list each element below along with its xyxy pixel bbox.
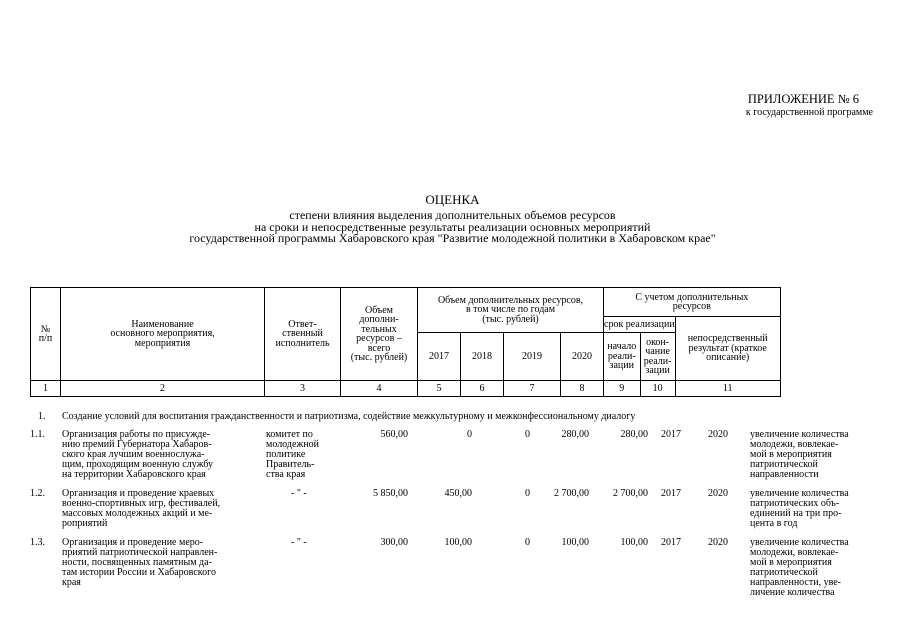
col-number: 11: [675, 381, 780, 397]
header-start: начало реали- зации: [604, 333, 641, 381]
col-number: 4: [341, 381, 418, 397]
header-with-resources: С учетом дополнительных ресурсов: [604, 288, 781, 317]
row-start: 2017: [661, 429, 681, 440]
row-name: Организация и проведение краевых военно-спортивных игр, фестивалей, массовых молодежных акций и ме- роприятий: [62, 488, 221, 529]
row-start: 2017: [661, 488, 681, 499]
row-executor: - " -: [291, 488, 307, 499]
row-2017: 100,00: [444, 537, 472, 548]
document-subtitle: степени влияния выделения дополнительных объемов ресурсов на сроки и непосредственные результаты реализации основных мероприятий государственной программы Хабаровского края "Развитие молодежной политики в Хабаровском крае": [189, 208, 716, 245]
row-number: 1.2.: [30, 488, 45, 499]
header-num: № п/п: [31, 288, 61, 381]
header-executor: Ответ- ственный исполнитель: [265, 288, 341, 381]
section-number: 1.: [38, 411, 46, 422]
row-end: 2020: [708, 488, 728, 499]
row-result: увеличение количества патриотических объ- единений на три про- цента в год: [750, 488, 849, 529]
row-2017: 450,00: [444, 488, 472, 499]
appendix-sublabel: к государственной программе: [745, 107, 873, 118]
header-volume-years: Объем дополнительных ресурсов, в том числе по годам (тыс. рублей): [418, 288, 604, 333]
row-2018: 0: [525, 488, 530, 499]
table-header: [30, 287, 781, 397]
row-2020: 280,00: [620, 429, 648, 440]
header-year-2017: 2017: [418, 333, 461, 381]
row-total: 5 850,00: [373, 488, 408, 499]
row-executor: комитет по молодежной политике Правитель- ства края: [266, 429, 320, 480]
header-year-2020: 2020: [561, 333, 604, 381]
row-total: 300,00: [380, 537, 408, 548]
row-2019: 2 700,00: [554, 488, 589, 499]
col-number: 9: [604, 381, 641, 397]
col-number: 1: [31, 381, 61, 397]
col-number: 8: [561, 381, 604, 397]
row-2018: 0: [525, 537, 530, 548]
row-name: Организация и проведение меро- приятий патриотической направлен- ности, посвященных памятным да- там истории России и Хабаровского края: [62, 537, 218, 588]
header-volume-total: Объем дополни- тельных ресурсов – всего (тыс. рублей): [341, 288, 418, 381]
row-executor: - " -: [291, 537, 307, 548]
row-result: увеличение количества молодежи, вовлекае- мой в мероприятия патриотической направленности, уве- личение количества: [750, 537, 849, 598]
header-year-2019: 2019: [504, 333, 561, 381]
document-title: ОЦЕНКА: [425, 192, 480, 207]
section-title: Создание условий для воспитания гражданственности и патриотизма, содействие межкультурному и межконфессиональному диалогу: [62, 411, 636, 422]
header-year-2018: 2018: [461, 333, 504, 381]
col-number: 3: [265, 381, 341, 397]
row-2018: 0: [525, 429, 530, 440]
row-end: 2020: [708, 429, 728, 440]
row-2020: 100,00: [620, 537, 648, 548]
header-result: непосредственный результат (краткое описание): [675, 317, 780, 381]
row-2017: 0: [467, 429, 472, 440]
row-number: 1.1.: [30, 429, 45, 440]
row-end: 2020: [708, 537, 728, 548]
row-2019: 280,00: [561, 429, 589, 440]
row-2020: 2 700,00: [613, 488, 648, 499]
col-number: 5: [418, 381, 461, 397]
appendix-label: ПРИЛОЖЕНИЕ № 6: [747, 92, 859, 106]
row-name: Организация работы по присужде- нию премий Губернатора Хабаров- ского края лучшим военнослужа- щим, проходящим военную службу на территории Хабаровского края: [62, 429, 214, 480]
header-end: окон- чание реали- зации: [640, 333, 675, 381]
row-result: увеличение количества молодежи, вовлекае- мой в мероприятия патриотической направленности: [750, 429, 849, 480]
col-number: 7: [504, 381, 561, 397]
row-2019: 100,00: [561, 537, 589, 548]
row-total: 560,00: [380, 429, 408, 440]
col-number: 10: [640, 381, 675, 397]
row-start: 2017: [661, 537, 681, 548]
col-number: 2: [61, 381, 265, 397]
header-name: Наименование основного мероприятия, мероприятия: [61, 288, 265, 381]
row-number: 1.3.: [30, 537, 45, 548]
header-period: срок реализации: [604, 317, 676, 333]
col-number: 6: [461, 381, 504, 397]
